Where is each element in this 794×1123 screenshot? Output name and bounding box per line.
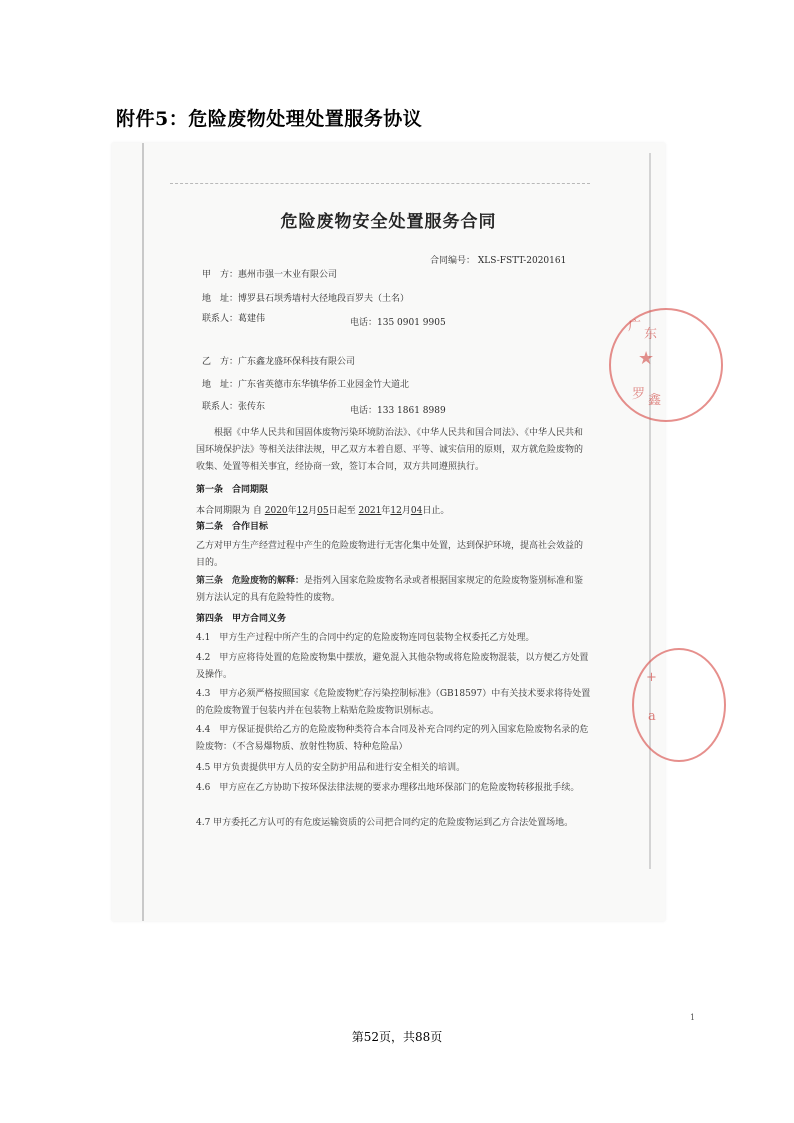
clause-4-4: 4.4 甲方保证提供给乙方的危险废物种类符合本合同及补充合同约定的列入国家危险废物名录的危险废物：（不含易爆物质、放射性物质、特种危险品） — [196, 725, 589, 752]
clause-4-5: 4.5 甲方负责提供甲方人员的安全防护用品和进行安全相关的培训。 — [196, 763, 466, 773]
article-3: 第三条 危险废物的解释：是指列入国家危险废物名录或者根据国家规定的危险废物鉴别标准和鉴别方法认定的具有危险特性的废物。 — [196, 576, 584, 603]
party-b-address: 地 址：广东省英德市东华镇华侨工业园金竹大道北 — [202, 380, 410, 390]
attachment-title: 附件5：危险废物处理处置服务协议 — [116, 108, 423, 130]
scan-right-edge — [649, 153, 651, 869]
scan-left-edge — [142, 143, 144, 921]
party-b-contact: 联系人：张传东 — [202, 402, 266, 412]
company-seal-top — [609, 308, 723, 422]
page-footer: 第52页，共88页 — [351, 1030, 443, 1044]
contract-title: 危险废物安全处置服务合同 — [280, 212, 497, 232]
party-b-phone: 电话：133 1861 8989 — [350, 406, 446, 416]
seal-char: 鑫 — [648, 393, 662, 408]
clause-4-3: 4.3 甲方必须严格按照国家《危险废物贮存污染控制标准》（GB18597）中有关技术要求将待处置的危险废物置于包装内并在包装物上粘贴危险废物识别标志。 — [196, 689, 591, 716]
seal-char: 广 — [628, 319, 642, 334]
clause-4-2: 4.2 甲方应将待处置的危险废物集中摆放，避免混入其他杂物或将危险废物混装，以方便乙方处置及操作。 — [196, 653, 589, 680]
company-seal-bottom — [632, 648, 726, 762]
party-a-phone: 电话：135 0901 9905 — [350, 318, 446, 328]
party-a-contact: 联系人：葛建伟 — [202, 314, 266, 324]
article-2-title: 第二条 合作目标 — [196, 522, 269, 532]
seal-char: + — [646, 670, 657, 685]
seal-char: a — [648, 709, 656, 724]
scan-page-number: 1 — [690, 1013, 696, 1022]
seal-char: 罗 — [632, 387, 646, 402]
scan-top-line — [170, 183, 590, 185]
article-1-title: 第一条 合同期限 — [196, 485, 269, 495]
article-1-text: 本合同期限为 自 2020年12月05日起至 2021年12月04日止。 — [196, 506, 450, 516]
clause-4-6: 4.6 甲方应在乙方协助下按环保法律法规的要求办理移出地环保部门的危险废物转移报批手续。 — [196, 783, 580, 793]
clause-4-7: 4.7 甲方委托乙方认可的有危废运输资质的公司把合同约定的危险废物运到乙方合法处置场地。 — [196, 818, 574, 828]
clause-4-1: 4.1 甲方生产过程中所产生的合同中约定的危险废物连同包装物全权委托乙方处理。 — [196, 633, 535, 643]
party-a-name: 甲 方：惠州市强一木业有限公司 — [202, 270, 338, 280]
seal-star-icon: ★ — [638, 348, 655, 369]
party-b-name: 乙 方：广东鑫龙盛环保科技有限公司 — [202, 357, 356, 367]
preamble: 根据《中华人民共和国固体废物污染环境防治法》、《中华人民共和国合同法》、《中华人民共和国环境保护法》等相关法律法规，甲乙双方本着自愿、平等、诚实信用的原则，双方就危险废物的收集、处置等相关事宜，经协商一致，签订本合同，双方共同遵照执行。 — [196, 428, 584, 472]
party-a-address: 地 址：博罗县石坝秀墙村大径地段百罗夫（土名） — [202, 294, 410, 304]
article-2-text: 乙方对甲方生产经营过程中产生的危险废物进行无害化集中处置，达到保护环境，提高社会效益的目的。 — [196, 541, 584, 568]
seal-char: 东 — [644, 327, 658, 342]
contract-number: 合同编号： XLS-FSTT-2020161 — [430, 256, 567, 266]
scanned-contract-page — [112, 143, 696, 1022]
article-4-title: 第四条 甲方合同义务 — [196, 614, 287, 624]
